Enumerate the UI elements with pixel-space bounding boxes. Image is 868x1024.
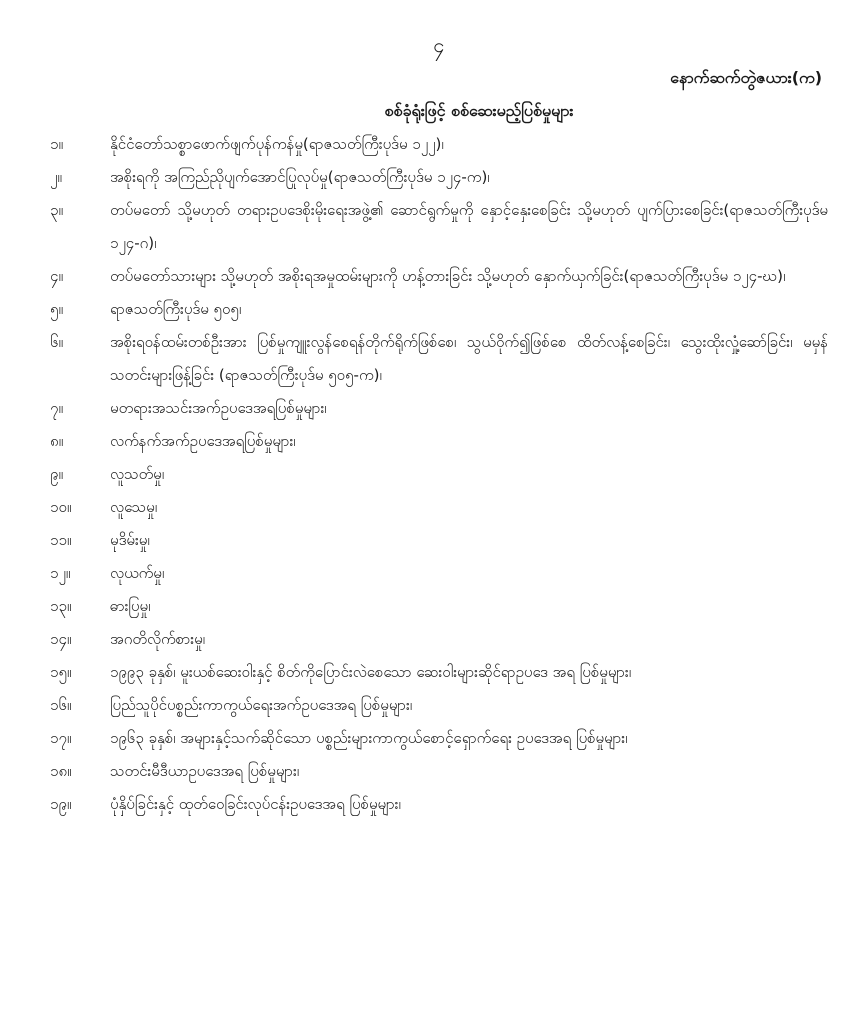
list-item <box>50 260 828 293</box>
item-text: သတင်းမီဒီယာဥပဒေအရ ပြစ်မှုများ၊ <box>110 762 300 780</box>
list-item <box>50 755 828 788</box>
list-item <box>50 425 828 458</box>
item-text: လူသတ်မှု၊ <box>110 465 165 483</box>
list-item <box>50 722 828 755</box>
item-text: အစိုးရဝန်ထမ်းတစ်ဦးအား ပြစ်မှုကျူးလွန်စေရန်တိုက်ရိုက်ဖြစ်စေ၊ သွယ်ဝိုက်၍ဖြစ်စေ ထိတ်လန့်စေခြင်း၊ သွေးထိုးလှုံ့ဆော်ခြင်း၊ မမှန်သတင်းများဖြန့်ခြင်း (ရာဇသတ်ကြီးပုဒ်မ ၅၀၅-က)၊ <box>110 333 828 384</box>
item-number: ၁၂။ <box>50 564 71 582</box>
item-number: ၁၀။ <box>50 498 72 516</box>
item-number: ၁၁။ <box>50 531 72 549</box>
item-text: အစိုးရကို အကြည်ညိုပျက်အောင်ပြုလုပ်မှု(ရာဇသတ်ကြီးပုဒ်မ ၁၂၄-က)၊ <box>110 168 490 186</box>
item-number: ၉။ <box>50 465 63 483</box>
item-number: ၁၄။ <box>50 630 72 648</box>
item-number: ၁၅။ <box>50 663 72 681</box>
item-number: ၃။ <box>50 201 63 219</box>
list-item <box>50 161 828 194</box>
list-item <box>50 326 828 392</box>
annex-label: နောက်ဆက်တွဲဇယား(က) <box>670 68 822 87</box>
item-number: ၆။ <box>50 333 63 351</box>
section-heading: စစ်ခုံရုံးဖြင့် စစ်ဆေးမည့်ပြစ်မှုများ <box>384 101 574 120</box>
item-text: မတရားအသင်းအက်ဥပဒေအရပြစ်မှုများ၊ <box>110 399 327 417</box>
list-item <box>50 128 828 161</box>
item-text: ၁၉၉၃ ခုနှစ်၊ မူးယစ်ဆေးဝါးနှင့် စိတ်ကိုပြောင်းလဲစေသော ဆေးဝါးများဆိုင်ရာဥပဒေ အရ ပြစ်မှုများ၊ <box>110 663 632 681</box>
item-number: ၈။ <box>50 432 64 450</box>
list-item <box>50 293 828 326</box>
list-item <box>50 524 828 557</box>
item-number: ၁၆။ <box>50 696 72 714</box>
item-number: ၇။ <box>50 399 63 417</box>
list-item <box>50 689 828 722</box>
item-number: ၁၈။ <box>50 762 72 780</box>
item-text: ရာဇသတ်ကြီးပုဒ်မ ၅၀၅၊ <box>110 300 242 318</box>
list-item <box>50 590 828 623</box>
list-item <box>50 557 828 590</box>
list-item <box>50 656 828 689</box>
item-text: တပ်မတော်သားများ သို့မဟုတ် အစိုးရအမှုထမ်းများကို ဟန့်တားခြင်း သို့မဟုတ် နှောက်ယှက်ခြင်း(ရာဇသတ်ကြီးပုဒ်မ ၁၂၄-ဃ)၊ <box>110 267 786 285</box>
list-item <box>50 623 828 656</box>
page-number: ၄ <box>433 33 445 57</box>
list-item <box>50 788 828 821</box>
item-text: နိုင်ငံတော်သစ္စာဖောက်ဖျက်ပုန်ကန်မှု(ရာဇသတ်ကြီးပုဒ်မ ၁၂၂)၊ <box>110 135 444 153</box>
offence-list <box>50 128 828 821</box>
item-text: ဓားပြမှု၊ <box>110 597 151 615</box>
item-text: လက်နက်အက်ဥပဒေအရပြစ်မှုများ၊ <box>110 432 296 450</box>
item-number: ၅။ <box>50 300 63 318</box>
item-number: ၁၇။ <box>50 729 72 747</box>
item-text: ပြည်သူပိုင်ပစ္စည်းကာကွယ်ရေးအက်ဥပဒေအရ ပြစ်မှုများ၊ <box>110 696 413 714</box>
item-text: လုယက်မှု၊ <box>110 564 165 582</box>
item-text: အဂတိလိုက်စားမှု၊ <box>110 630 206 648</box>
item-number: ၁၉။ <box>50 795 72 813</box>
item-number: ၄။ <box>50 267 63 285</box>
item-number: ၁၃။ <box>50 597 72 615</box>
item-text: တပ်မတော် သို့မဟုတ် တရားဥပဒေစိုးမိုးရေးအဖွဲ့၏ ဆောင်ရွက်မှုကို နှောင့်နှေးစေခြင်း သို့မဟုတ် ပျက်ပြားစေခြင်း(ရာဇသတ်ကြီးပုဒ်မ ၁၂၄-ဂ)၊ <box>110 201 828 252</box>
list-item <box>50 458 828 491</box>
item-text: ပုံနှိပ်ခြင်းနှင့် ထုတ်ဝေခြင်းလုပ်ငန်းဥပဒေအရ ပြစ်မှုများ၊ <box>110 795 401 813</box>
item-number: ၁။ <box>50 135 63 153</box>
list-item <box>50 392 828 425</box>
item-text: ၁၉၆၃ ခုနှစ်၊ အများနှင့်သက်ဆိုင်သော ပစ္စည်းများကာကွယ်စောင့်ရှောက်ရေး ဥပဒေအရ ပြစ်မှုများ၊ <box>110 729 628 747</box>
item-text: မုဒိမ်းမှု၊ <box>110 531 150 549</box>
list-item <box>50 491 828 524</box>
list-item <box>50 194 828 260</box>
item-text: လူသေမှု၊ <box>110 498 158 516</box>
item-number: ၂။ <box>50 168 62 186</box>
